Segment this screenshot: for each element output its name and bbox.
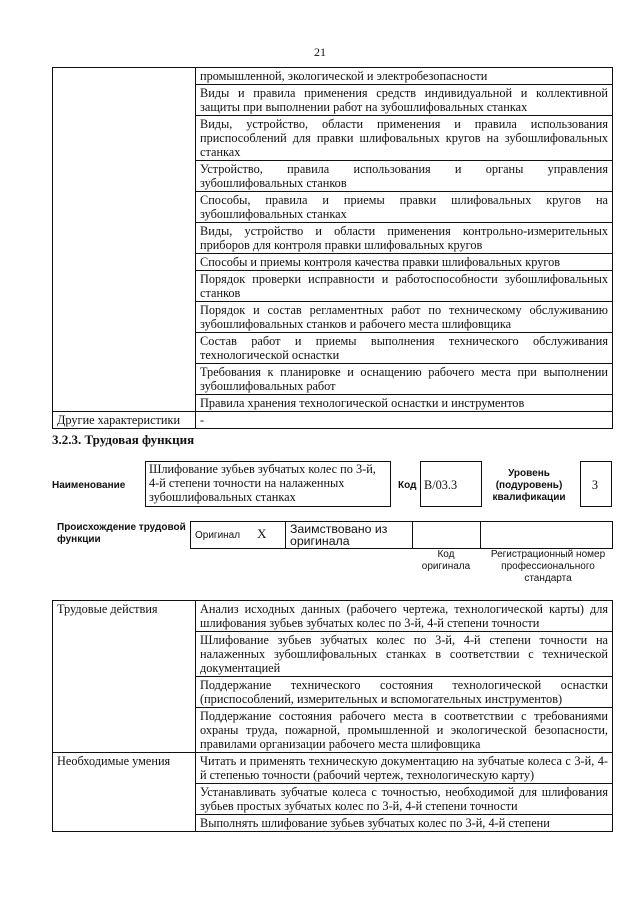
origin-code-cell — [413, 522, 481, 549]
action-item: Шлифование зубьев зубчатых колес по 3-й, 4-й степени точности на налаженных зубошлифовальных станках в соответствии с технической документацией — [196, 632, 613, 677]
action-item: Анализ исходных данных (рабочего чертежа, технологической карты) для шлифования зубьев зубчатых колес по 3-й, 4-й степени точности — [196, 601, 613, 632]
table-row — [53, 601, 613, 632]
knowledge-item: Состав работ и приемы выполнения технического обслуживания технологической оснастки — [196, 333, 613, 364]
table-row — [53, 68, 613, 85]
knowledge-item: промышленной, экологической и электробезопасности — [196, 68, 613, 85]
skills-label: Необходимые умения — [53, 753, 196, 832]
origin-reg-cell — [481, 522, 613, 549]
knowledge-item: Порядок и состав регламентных работ по техническому обслуживанию зубошлифовальных станков и рабочего места шлифовщика — [196, 302, 613, 333]
code-caption: Код оригинала — [421, 549, 471, 572]
reg-caption: Регистрационный номер профессионального стандарта — [490, 549, 606, 584]
knowledge-item: Порядок проверки исправности и работоспособности зубошлифовальных станков — [196, 271, 613, 302]
other-characteristics-value: - — [196, 412, 613, 429]
knowledge-item: Правила хранения технологической оснастки и инструментов — [196, 395, 613, 412]
other-characteristics-label: Другие характеристики — [53, 412, 196, 429]
borrowed-label: Заимствовано из оригинала — [286, 522, 413, 549]
origin-table — [190, 521, 613, 549]
knowledge-item: Устройство, правила использования и органы управления зубошлифовальных станков — [196, 161, 613, 192]
action-item: Поддержание технического состояния технологической оснастки (приспособлений, измерительных и вспомогательных инструментов) — [196, 677, 613, 708]
knowledge-item: Способы, правила и приемы правки шлифовальных кругов на зубошлифовальных станках — [196, 192, 613, 223]
empty-label-cell — [53, 68, 196, 412]
origin-original-cell — [191, 522, 286, 549]
name-value: Шлифование зубьев зубчатых колес по 3-й, 4-й степени точности на налаженных зубошлифовальных станках — [149, 462, 376, 504]
knowledge-item: Способы и приемы контроля качества правки шлифовальных кругов — [196, 254, 613, 271]
code-label: Код — [398, 480, 417, 491]
actions-skills-table — [52, 600, 613, 832]
level-label: Уровень (подуровень) квалификации — [492, 468, 566, 503]
knowledge-item: Требования к планировке и оснащению рабочего места при выполнении зубошлифовальных работ — [196, 364, 613, 395]
actions-label: Трудовые действия — [53, 601, 196, 753]
knowledge-item: Виды, устройство и области применения контрольно-измерительных приборов для контроля правки шлифовальных кругов — [196, 223, 613, 254]
original-mark: X — [257, 526, 267, 541]
section-title: 3.2.3. Трудовая функция — [52, 432, 195, 447]
table-row — [191, 522, 613, 549]
skill-item: Читать и применять техническую документацию на зубчатые колеса с 3-й, 4-й степенью точности (рабочий чертеж, технологическую карту) — [196, 753, 613, 784]
original-label: Оригинал — [195, 530, 241, 541]
page-number: 21 — [314, 45, 326, 59]
name-label: Наименование — [52, 480, 126, 491]
level-value: 3 — [591, 478, 599, 492]
knowledge-item: Виды, устройство, области применения и правила использования приспособлений для правки шлифовальных кругов на зубошлифовальных станках — [196, 116, 613, 161]
code-value: B/03.3 — [424, 478, 458, 492]
action-item: Поддержание состояния рабочего места в соответствии с требованиями охраны труда, пожарной, промышленной и экологической безопасности, правилами организации рабочего места шлифовщика — [196, 708, 613, 753]
table-row — [53, 412, 613, 429]
origin-label: Происхождение трудовой функции — [57, 522, 186, 545]
knowledge-table — [52, 67, 613, 429]
knowledge-item: Виды и правила применения средств индивидуальной и коллективной защиты при выполнении работ на зубошлифовальных станках — [196, 85, 613, 116]
skill-item: Устанавливать зубчатые колеса с точностью, необходимой для шлифования зубьев простых зубчатых колес по 3-й, 4-й степени точности — [196, 784, 613, 815]
table-row — [53, 753, 613, 784]
skill-item: Выполнять шлифование зубьев зубчатых колес по 3-й, 4-й степени — [196, 815, 613, 832]
